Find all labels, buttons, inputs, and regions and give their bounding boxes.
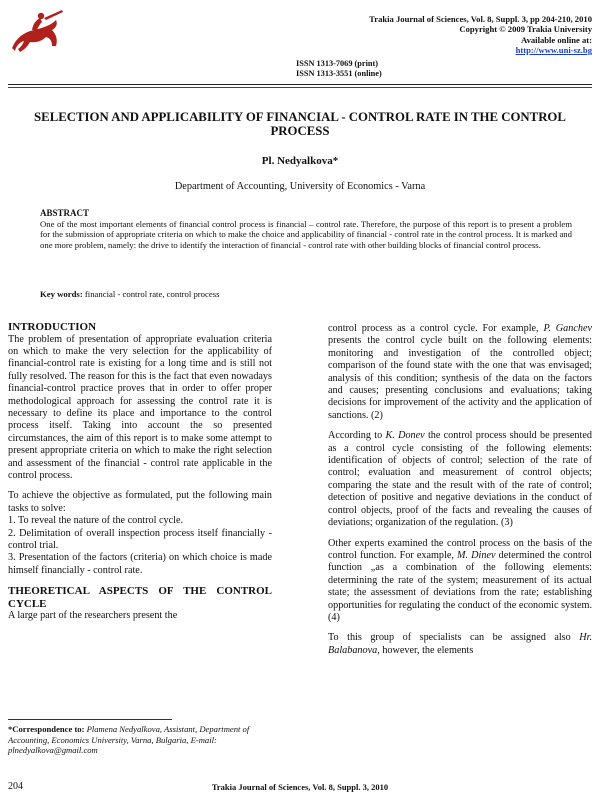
task-item: 1. To reveal the nature of the control cycle. xyxy=(8,515,184,527)
task-list xyxy=(8,515,272,577)
text-run: presents the control cycle built on the following elements: monitoring and investigation of the controlled object; comparison of the found state with the one that was envisaged; analysis of this condition; synthesis of the data on the factors and causes; presenting conclusions and evaluations; taking decisions for improvement of the activity and the application of sanctions. (2) xyxy=(328,335,592,421)
paper-title: SELECTION AND APPLICABILITY OF FINANCIAL - CONTROL RATE IN THE CONTROL PROCESS xyxy=(34,110,566,138)
journal-url-link[interactable]: http://www.uni-sz.bg xyxy=(515,45,592,56)
copyright: Copyright © 2009 Trakia University xyxy=(459,24,592,35)
journal-citation: Trakia Journal of Sciences, Vol. 8, Suppl. 3, pp 204-210, 2010 xyxy=(369,14,592,24)
theory-paragraph-1: A large part of the researchers present the xyxy=(8,610,178,622)
task-item: 2. Delimitation of overall inspection process itself financially - control trial. xyxy=(8,527,272,551)
left-column xyxy=(8,321,272,631)
abstract-heading: ABSTRACT xyxy=(40,208,90,218)
text-run: , however, the elements xyxy=(377,644,474,656)
intro-paragraph-1: The problem of presentation of appropriate evaluation criteria on which to make the very selection for the applicability of financial-control rate is existing for a long time and is still not fully resolved. The reason for this is the fact that even nowadays financial-control practice proves that in order to offer proper methodological approach for assessing the control rate it is necessary to define its place and importance to the control process itself. Taking into account the so presented circumstances, the aim of this report is to make some attempt to present appropriate criteria on which to make the right selection and assessment of the financial - control rate applicable in the control process. xyxy=(8,333,272,481)
author-affiliation: Department of Accounting, University of Economics - Varna xyxy=(174,181,426,192)
keywords-text: financial - control rate, control process xyxy=(82,289,220,299)
text-run: To this group of specialists can be assigned also xyxy=(328,632,580,644)
cited-author-name: Hr. Balabanova xyxy=(328,632,592,656)
right-paragraph-3 xyxy=(328,538,592,625)
journal-info xyxy=(272,14,592,56)
cited-author-name: M. Dinev xyxy=(457,549,496,561)
keywords xyxy=(40,289,572,300)
footnote-text: Plamena Nedyalkova, Assistant, Department of Accounting, Economics University, Varna, Bulgaria, E-mail: plnedyalkova@gmail.com xyxy=(8,724,250,755)
right-paragraph-4 xyxy=(328,632,592,657)
available-online-label: Available online at: xyxy=(521,34,592,45)
section-heading-theoretical-aspects: THEORETICAL ASPECTS OF THE CONTROL CYCLE xyxy=(8,585,272,610)
issn-block xyxy=(296,59,382,79)
page-number: 204 xyxy=(8,781,23,792)
page-footer xyxy=(8,781,592,795)
text-run: According to xyxy=(328,430,386,442)
cited-author-name: K. Donev xyxy=(385,430,425,442)
text-run: control process as a control cycle. For example, xyxy=(328,323,544,334)
footer-journal: Trakia Journal of Sciences, Vol. 8, Suppl. 3, 2010 xyxy=(211,782,389,792)
text-run: the control process should be presented as a control cycle consisting of the following elements: identification of objects of control; selection of the rate of control; evaluation and measurement of control objects; comparing the state and the result with of the rate of control; detection of positive and negative deviations in the conduct of control objects, proof of the facts and revealing the causes of deviations; organization of the regulation. (3) xyxy=(328,430,592,529)
intro-paragraph-2: To achieve the objective as formulated, put the following main tasks to solve: xyxy=(8,490,272,514)
rider-on-horse-logo-icon xyxy=(6,8,68,58)
issn-print: ISSN 1313-7069 (print) xyxy=(296,59,379,68)
issn-online: ISSN 1313-3551 (online) xyxy=(296,69,382,78)
task-item: 3. Presentation of the factors (criteria) on which choice is made himself financially - control rate. xyxy=(8,552,272,576)
text-run: Other experts examined the control process on the basis of the control function. For example, xyxy=(328,537,592,561)
correspondence-footnote xyxy=(8,724,278,756)
header-rule xyxy=(8,84,592,85)
right-paragraph-2 xyxy=(328,430,592,529)
footnote-label: *Correspondence to: xyxy=(8,724,87,734)
section-heading-introduction: INTRODUCTION xyxy=(8,321,97,333)
right-column xyxy=(328,323,592,665)
abstract-text: One of the most important elements of financial control process is financial – control rate. Therefore, the purpose of this report is to present a problem for the submission of appropriate criteria on which to make the choice and applicability of financial - control rate in the control process. It is marked and one more problem, namely: the drive to identify the interaction of financial - control rate with other building blocks of financial control process. xyxy=(40,218,572,250)
cited-author-name: P. Ganchev xyxy=(543,323,592,334)
author-name: Pl. Nedyalkova* xyxy=(261,155,339,167)
text-run: determined the control function „as a combination of the following elements: determining the rate of the system; measurement of its actual state; the assessment of deviations from the rate; establishing opportunities for regulating the conduct of the economic system. (4) xyxy=(328,549,592,623)
footnote-rule xyxy=(8,719,172,720)
header-rule-thin xyxy=(8,87,592,88)
keywords-label: Key words: xyxy=(40,289,83,299)
abstract xyxy=(40,208,572,250)
right-paragraph-1 xyxy=(328,323,592,422)
